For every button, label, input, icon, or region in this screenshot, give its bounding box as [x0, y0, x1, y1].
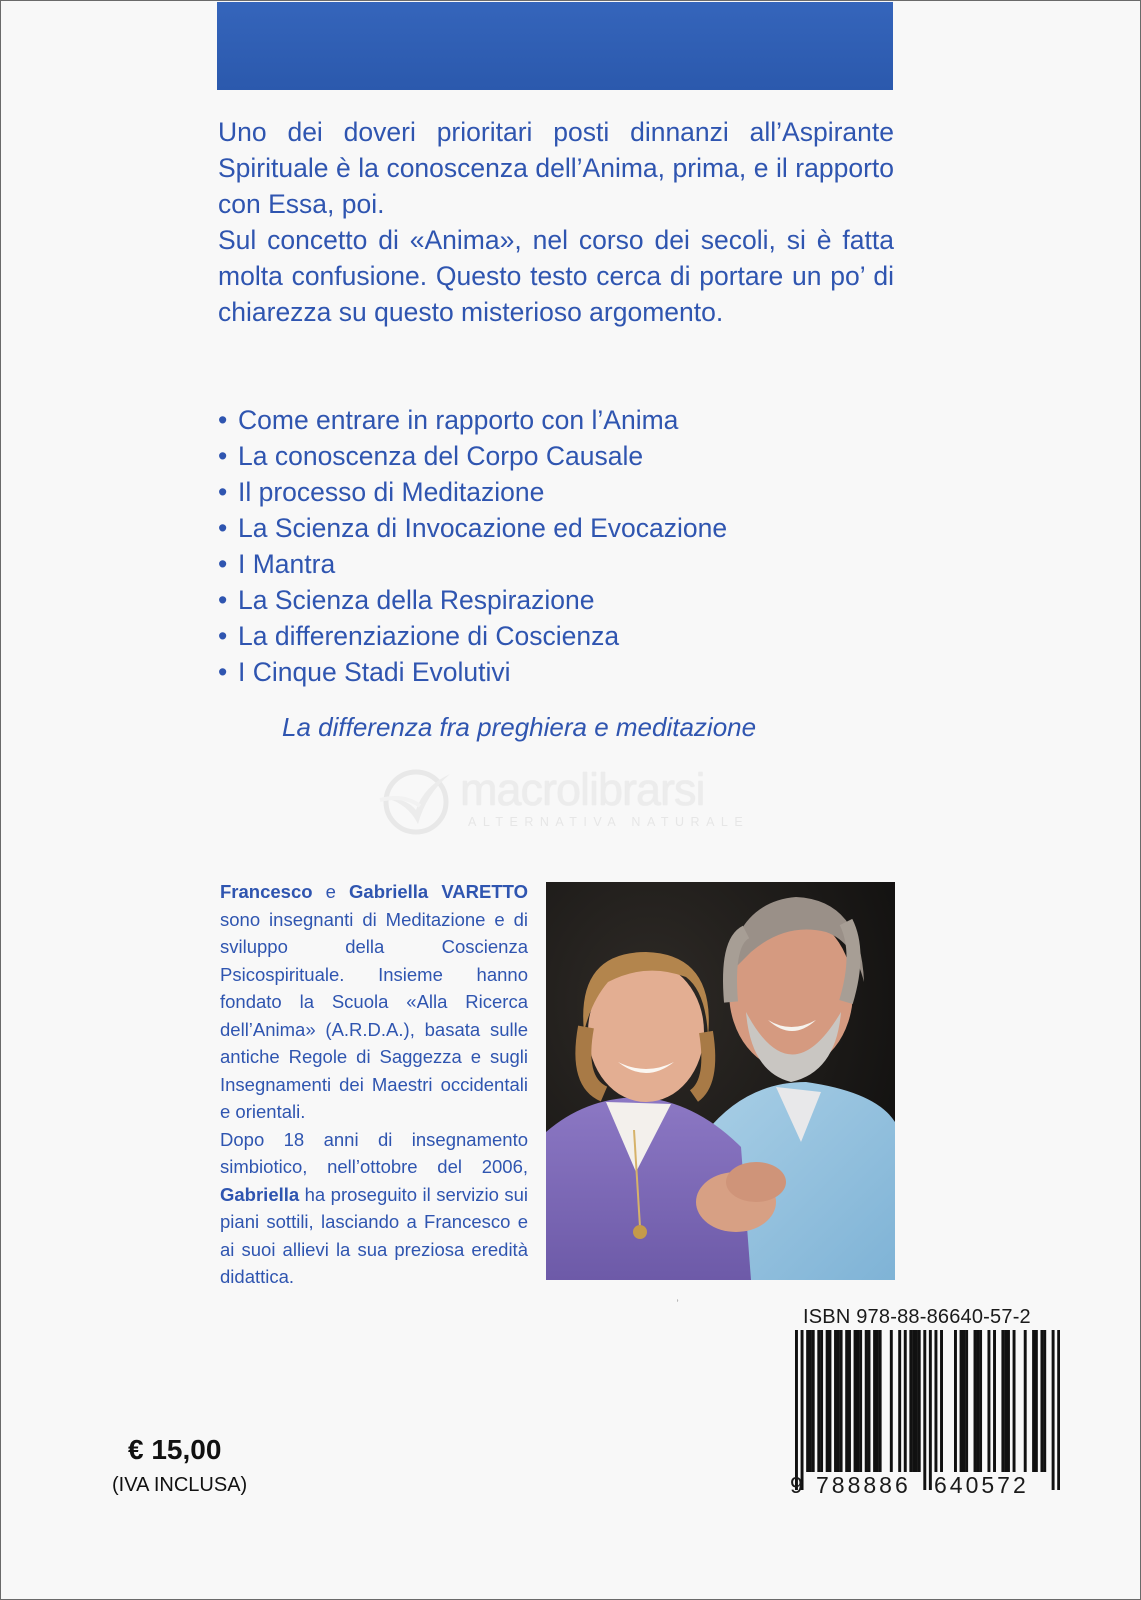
barcode-bar — [954, 1330, 957, 1472]
barcode-bar — [1032, 1330, 1035, 1472]
barcode-bar — [876, 1330, 879, 1472]
author-photo — [546, 882, 895, 1280]
barcode-bar — [1040, 1330, 1043, 1472]
intro-paragraph-2: Sul concetto di «Anima», nel corso dei secoli, si è fatta molta confusione. Questo testo cerca di portare un po’ di chiarezza su questo misterioso argomento. — [218, 225, 894, 327]
bullet-icon: • — [218, 513, 228, 543]
barcode-bar — [840, 1330, 843, 1472]
barcode-bar — [918, 1330, 921, 1472]
barcode-bar — [1052, 1330, 1055, 1490]
stray-mark: ˒ — [676, 1294, 680, 1305]
barcode-bar — [817, 1330, 820, 1472]
barcode-bar — [837, 1330, 840, 1472]
barcode-bar — [801, 1330, 804, 1490]
barcode-bar — [809, 1330, 812, 1472]
barcode-bar — [812, 1330, 815, 1472]
barcode-bar — [912, 1330, 915, 1472]
bullet-icon: • — [218, 549, 228, 579]
bullet-icon: • — [218, 585, 228, 615]
barcode-bar — [909, 1330, 912, 1472]
author-name-2: Gabriella VARETTO — [349, 881, 529, 902]
barcode-bar — [979, 1330, 982, 1472]
bullet-icon: • — [218, 441, 228, 471]
barcode-bar — [929, 1330, 932, 1490]
barcode-bar — [1004, 1330, 1007, 1472]
author-bio — [220, 878, 528, 1291]
author-name-bold: Gabriella — [220, 1183, 300, 1205]
barcode-bar — [865, 1330, 868, 1472]
barcode-bar — [890, 1330, 893, 1472]
barcode-bar — [962, 1330, 965, 1472]
price-amount: € 15,00 — [128, 1434, 222, 1465]
barcode-digit-first: 9 — [790, 1472, 804, 1498]
barcode-bar — [965, 1330, 968, 1472]
intro-text — [218, 114, 894, 330]
barcode-bar — [826, 1330, 829, 1472]
topic-item: • La Scienza della Respirazione — [218, 582, 727, 618]
barcode-bar — [976, 1330, 979, 1472]
bio-text-2: Dopo 18 anni di insegnamento simbiotico, nell’ottobre del 2006, — [220, 1128, 528, 1177]
barcode-bar — [898, 1330, 901, 1472]
barcode-bar — [974, 1330, 977, 1472]
barcode-digits — [790, 1472, 1062, 1499]
subtitle: La differenza fra preghiera e meditazione — [282, 712, 757, 742]
header-color-band — [217, 2, 893, 90]
barcode-bar — [987, 1330, 990, 1472]
barcode-bar — [915, 1330, 918, 1472]
barcode-digits-left: 788886 — [816, 1472, 911, 1498]
barcode-bar — [873, 1330, 876, 1472]
bullet-icon: • — [218, 405, 228, 435]
macrolibrarsi-logo-icon — [378, 764, 454, 836]
bio-paragraph-2 — [220, 1126, 528, 1291]
barcode-bar — [940, 1330, 943, 1472]
barcode-bar — [820, 1330, 823, 1472]
watermark — [378, 764, 778, 836]
barcode-bar — [934, 1330, 937, 1472]
barcode-bar — [1013, 1330, 1016, 1472]
topic-item: • I Mantra — [218, 546, 727, 582]
watermark-name: macrolibrarsi — [460, 764, 705, 815]
barcode-bar — [1057, 1330, 1060, 1490]
intro-paragraph-1: Uno dei doveri prioritari posti dinnanzi all’Aspirante Spirituale è la conoscenza dell’Anima, prima, e il rapporto con Essa, poi. — [218, 117, 894, 219]
topic-item: • Come entrare in rapporto con l’Anima — [218, 402, 727, 438]
topic-list — [218, 402, 727, 690]
author-photo-illustration — [546, 882, 895, 1280]
topic-item: • La conoscenza del Corpo Causale — [218, 438, 727, 474]
price-note: (IVA INCLUSA) — [112, 1474, 248, 1496]
bio-text-3: ha proseguito il servizio sui piani sottili, lasciando a Francesco e ai suoi allievi la sua preziosa eredità didattica. — [220, 1183, 528, 1287]
barcode-digits-right: 640572 — [934, 1472, 1029, 1498]
barcode-bar — [856, 1330, 859, 1472]
watermark-tagline: ALTERNATIVA NATURALE — [468, 815, 750, 829]
barcode-bar — [1024, 1330, 1027, 1472]
barcode-bar — [859, 1330, 862, 1472]
barcode-bar — [1043, 1330, 1046, 1472]
barcode-bar — [806, 1330, 809, 1472]
isbn-barcode — [795, 1330, 1060, 1490]
barcode-bar — [848, 1330, 851, 1472]
barcode-bar — [923, 1330, 926, 1490]
isbn-label: ISBN 978-88-86640-57-2 — [803, 1306, 1031, 1328]
barcode-bar — [1007, 1330, 1010, 1472]
barcode-bar — [845, 1330, 848, 1472]
barcode-bar — [828, 1330, 831, 1472]
topic-item: • I Cinque Stadi Evolutivi — [218, 654, 727, 690]
bullet-icon: • — [218, 621, 228, 651]
barcode-bar — [960, 1330, 963, 1472]
barcode-bar — [868, 1330, 871, 1472]
barcode-bar — [904, 1330, 907, 1472]
topic-item: • Il processo di Meditazione — [218, 474, 727, 510]
barcode-bar — [854, 1330, 857, 1472]
bio-paragraph-1: Francesco e Gabriella VARETTO sono insegnanti di Meditazione e di sviluppo della Coscienza Psicospirituale. Insieme hanno fondato la Scuola «Alla Ricerca dell’Anima» (A.R.D.A.), basata sulle antiche Regole di Saggezza e sugli Insegnamenti dei Maestri occidentali e orientali. — [220, 881, 529, 1122]
author-name-1: Francesco — [220, 881, 313, 902]
barcode-bar — [993, 1330, 996, 1472]
bullet-icon: • — [218, 477, 228, 507]
barcode-bar — [834, 1330, 837, 1472]
barcode-bar — [1035, 1330, 1038, 1472]
topic-item: • La Scienza di Invocazione ed Evocazione — [218, 510, 727, 546]
topic-item: • La differenziazione di Coscienza — [218, 618, 727, 654]
barcode-bar — [1001, 1330, 1004, 1472]
barcode-bar — [795, 1330, 798, 1490]
bullet-icon: • — [218, 657, 228, 687]
barcode-bar — [879, 1330, 882, 1472]
bio-text-1: sono insegnanti di Meditazione e di sviluppo della Coscienza Psicospirituale. Insieme hanno fondato la Scuola «Alla Ricerca dell’Anima» (A.R.D.A.), basata sulle antiche Regole di Saggezza e sugli Insegnamenti dei Maestri occidentali e orientali. — [220, 908, 528, 1122]
